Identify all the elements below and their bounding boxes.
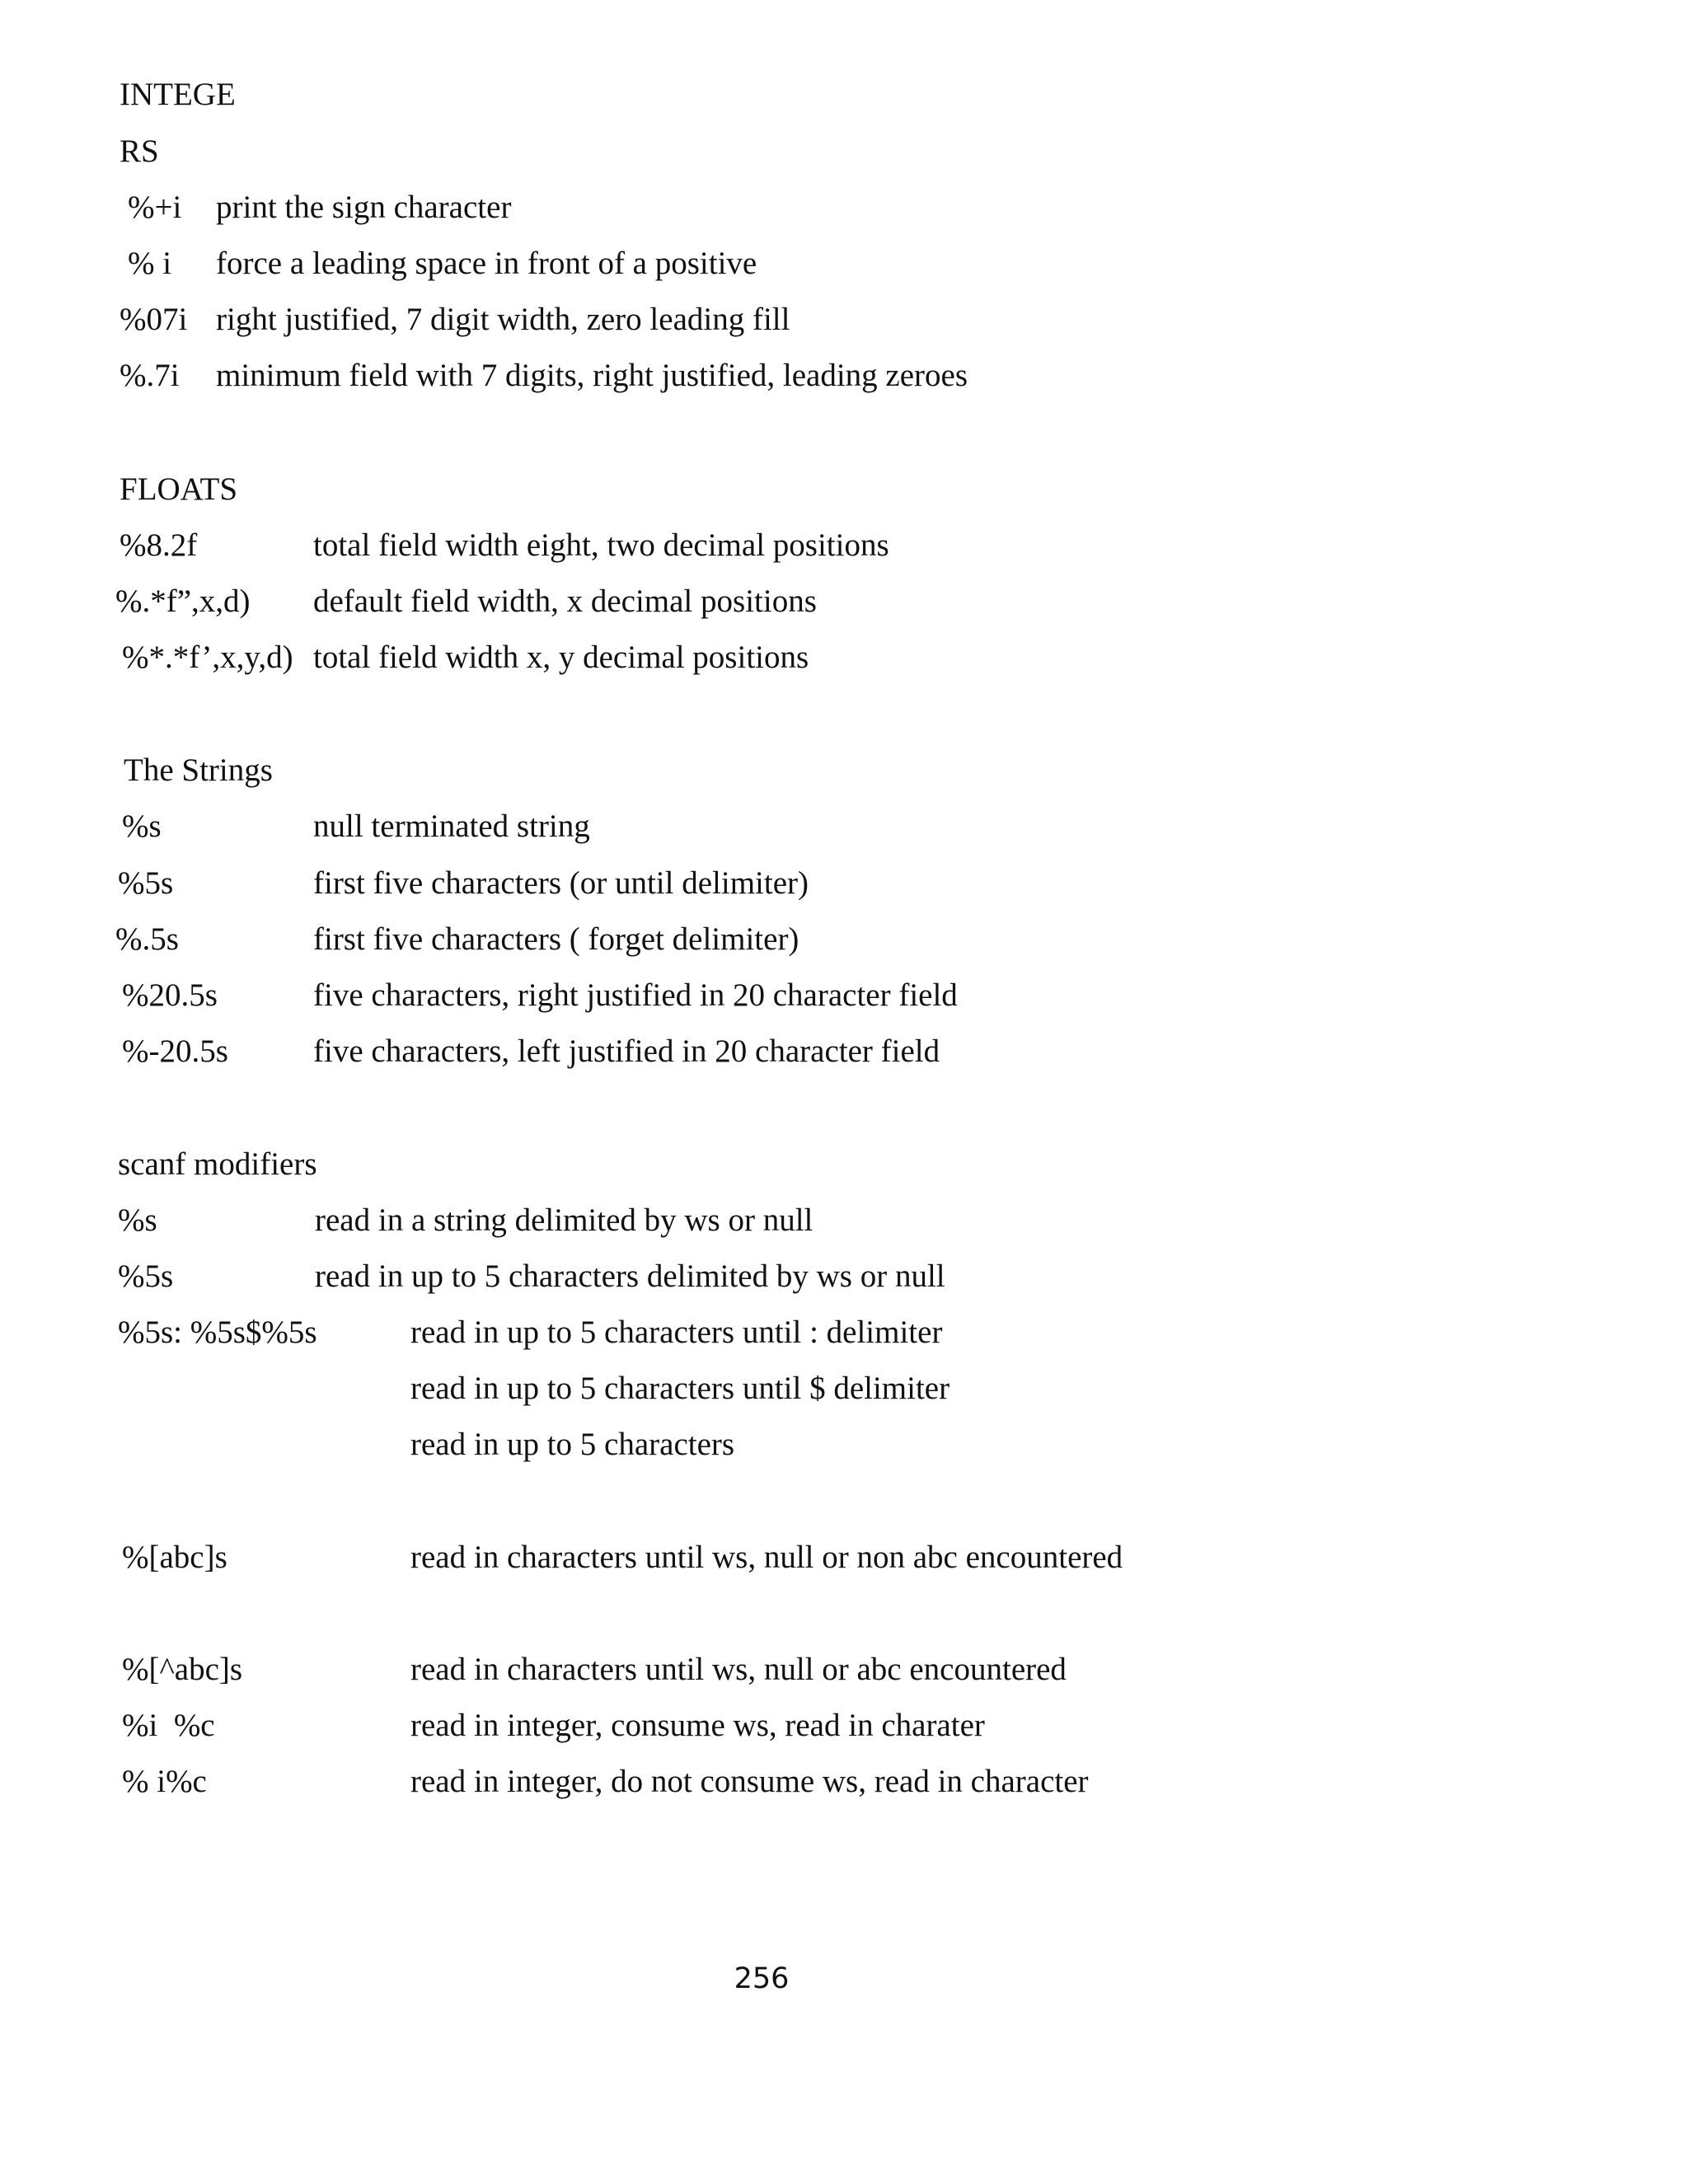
scanf-spec-8: %i %c <box>122 1708 215 1743</box>
floats-desc-3: total field width x, y decimal positions <box>313 640 809 675</box>
scanf-spec-9: % i%c <box>122 1764 207 1799</box>
strings-spec-3: %.5s <box>115 921 179 957</box>
strings-desc-1: null terminated string <box>313 808 590 844</box>
page-number: 256 <box>734 1962 790 1995</box>
scanf-desc-1: read in a string delimited by ws or null <box>315 1202 814 1238</box>
strings-heading: The Strings <box>124 752 273 788</box>
integers-spec-3: %07i <box>120 302 188 337</box>
integers-heading-line1: INTEGE <box>120 77 236 112</box>
strings-spec-5: %-20.5s <box>122 1033 228 1069</box>
strings-desc-5: five characters, left justified in 20 character field <box>313 1033 940 1069</box>
strings-spec-4: %20.5s <box>122 977 218 1013</box>
floats-spec-1: %8.2f <box>120 527 198 563</box>
integers-spec-1: %+i <box>128 190 182 225</box>
integers-spec-2: % i <box>128 246 172 281</box>
strings-desc-4: five characters, right justified in 20 character field <box>313 977 958 1013</box>
strings-desc-3: first five characters ( forget delimiter) <box>313 921 799 957</box>
scanf-spec-3: %5s: %5s$%5s <box>118 1315 317 1350</box>
scanf-desc-7: read in characters until ws, null or abc encountered <box>410 1652 1067 1687</box>
floats-heading: FLOATS <box>120 471 238 507</box>
strings-desc-2: first five characters (or until delimiter) <box>313 865 809 901</box>
strings-spec-2: %5s <box>118 865 174 901</box>
scanf-desc-2: read in up to 5 characters delimited by ws or null <box>315 1258 945 1294</box>
integers-desc-3: right justified, 7 digit width, zero leading fill <box>216 302 790 337</box>
scanf-desc-3: read in up to 5 characters until : delimiter <box>410 1315 943 1350</box>
scanf-spec-1: %s <box>118 1202 157 1238</box>
scanf-desc-5: read in up to 5 characters <box>410 1427 735 1462</box>
scanf-desc-4: read in up to 5 characters until $ delimiter <box>410 1371 950 1406</box>
scanf-desc-6: read in characters until ws, null or non abc encountered <box>410 1540 1123 1575</box>
strings-spec-1: %s <box>122 808 162 844</box>
scanf-spec-7: %[^abc]s <box>122 1652 243 1687</box>
scanf-heading: scanf modifiers <box>118 1146 317 1182</box>
floats-desc-2: default field width, x decimal positions <box>313 583 817 619</box>
scanf-spec-6: %[abc]s <box>122 1540 227 1575</box>
scanf-desc-8: read in integer, consume ws, read in charater <box>410 1708 985 1743</box>
floats-spec-3: %*.*f’,x,y,d) <box>122 640 293 675</box>
integers-desc-4: minimum field with 7 digits, right justified, leading zeroes <box>216 358 968 393</box>
floats-desc-1: total field width eight, two decimal positions <box>313 527 889 563</box>
floats-spec-2: %.*f”,x,d) <box>115 583 251 619</box>
integers-desc-1: print the sign character <box>216 190 512 225</box>
scanf-spec-2: %5s <box>118 1258 174 1294</box>
integers-heading-line2: RS <box>120 134 159 169</box>
scanf-desc-9: read in integer, do not consume ws, read in character <box>410 1764 1089 1799</box>
integers-desc-2: force a leading space in front of a positive <box>216 246 757 281</box>
integers-spec-4: %.7i <box>120 358 180 393</box>
